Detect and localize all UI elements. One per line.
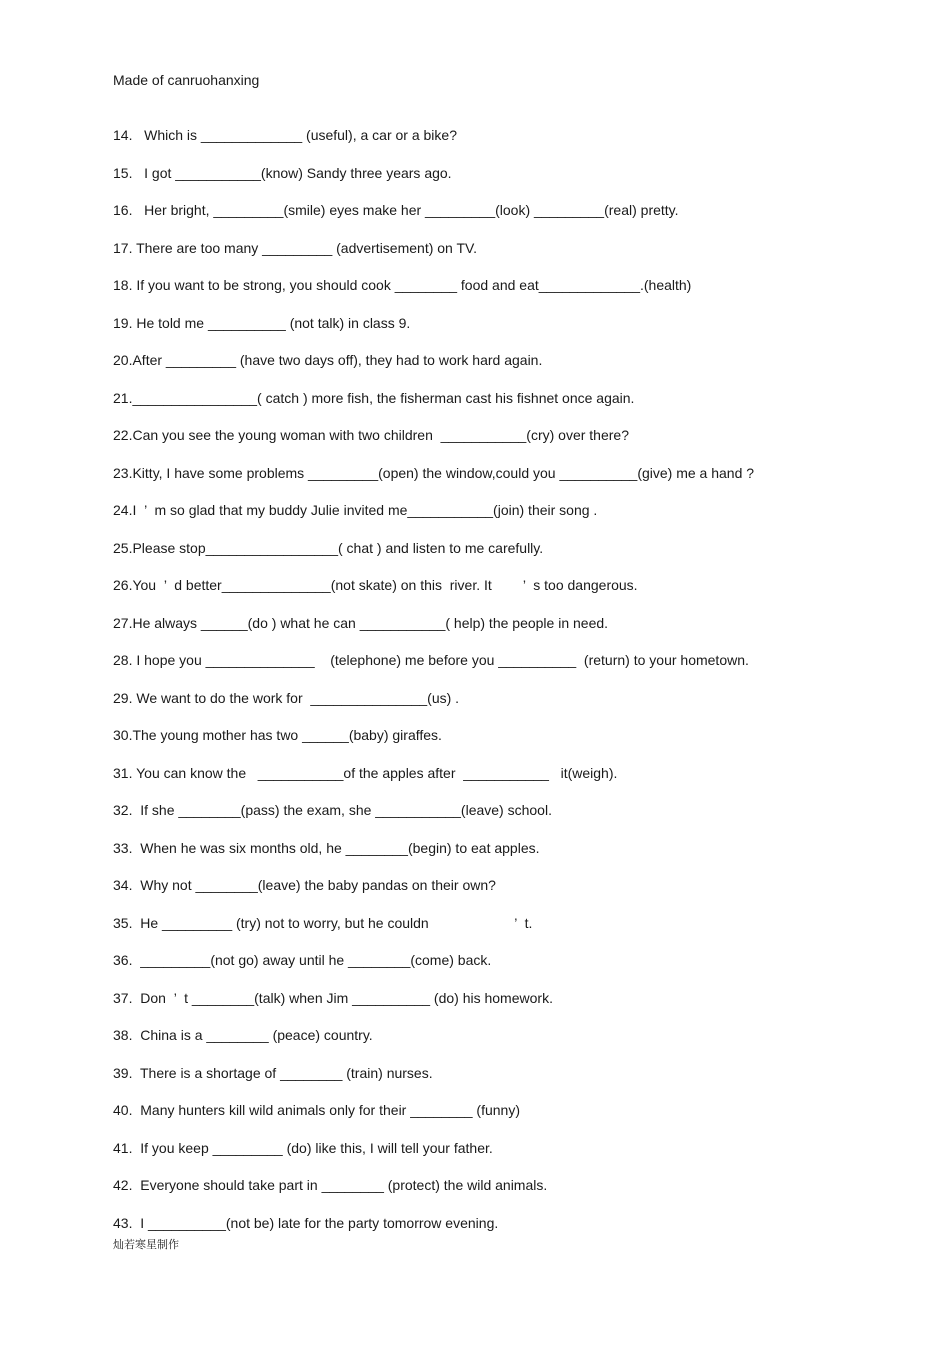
exercise-25: 25.Please stop_________________( chat ) and listen to me carefully. [113,539,544,556]
exercise-32: 32. If she ________(pass) the exam, she ___________(leave) school. [113,802,552,818]
exercise-38: 38. China is a ________ (peace) country. [113,1027,373,1043]
exercise-36: 36. _________(not go) away until he ________(come) back. [113,952,492,968]
exercise-42: 42. Everyone should take part in ________ (protect) the wild animals. [113,1177,548,1193]
exercise-37: 37. Don ’ t ________(talk) when Jim __________ (do) his homework. [113,989,553,1006]
exercise-15: 15. I got ___________(know) Sandy three years ago. [113,164,452,181]
exercise-22: 22.Can you see the young woman with two children ___________(cry) over there? [113,427,629,443]
exercise-20: 20.After _________ (have two days off), they had to work hard again. [113,352,543,368]
exercise-17: 17. There are too many _________ (advertisement) on TV. [113,239,477,256]
exercise-26: 26.You ’ d better______________(not skate) on this river. It ’ s too dangerous. [113,577,638,593]
exercise-27: 27.He always ______(do ) what he can ___________( help) the people in need. [113,614,609,631]
page-header: Made of canruohanxing [113,72,260,88]
exercise-35: 35. He _________ (try) not to worry, but he couldn ’ t. [113,914,533,931]
exercise-41: 41. If you keep _________ (do) like this, I will tell your father. [113,1139,493,1156]
exercise-list [113,126,833,1251]
exercise-39: 39. There is a shortage of ________ (train) nurses. [113,1064,433,1081]
exercise-19: 19. He told me __________ (not talk) in class 9. [113,314,411,331]
exercise-43: 43. I __________(not be) late for the party tomorrow evening. [113,1214,499,1231]
exercise-30: 30.The young mother has two ______(baby) giraffes. [113,727,442,743]
exercise-14: 14. Which is _____________ (useful), a car or a bike? [113,127,457,143]
exercise-24: 24.I ’ m so glad that my buddy Julie invited me___________(join) their song . [113,502,598,518]
exercise-29: 29. We want to do the work for _______________(us) . [113,689,460,706]
exercise-28: 28. I hope you ______________ (telephone) me before you __________ (return) to your hometown. [113,652,749,668]
exercise-18: 18. If you want to be strong, you should cook ________ food and eat_____________.(health) [113,277,692,293]
exercise-31: 31. You can know the ___________of the apples after ___________ it(weigh). [113,764,618,781]
exercise-23: 23.Kitty, I have some problems _________(open) the window,could you __________(give) me a hand ? [113,464,755,481]
exercise-40: 40. Many hunters kill wild animals only for their ________ (funny) [113,1102,520,1118]
exercise-34: 34. Why not ________(leave) the baby pandas on their own? [113,877,496,893]
exercise-16: 16. Her bright, _________(smile) eyes make her _________(look) _________(real) pretty. [113,202,679,218]
exercise-21: 21.________________( catch ) more fish, the fisherman cast his fishnet once again. [113,389,635,406]
exercise-33: 33. When he was six months old, he ________(begin) to eat apples. [113,839,540,856]
page-footer: 灿若寒星制作 [113,1238,179,1251]
